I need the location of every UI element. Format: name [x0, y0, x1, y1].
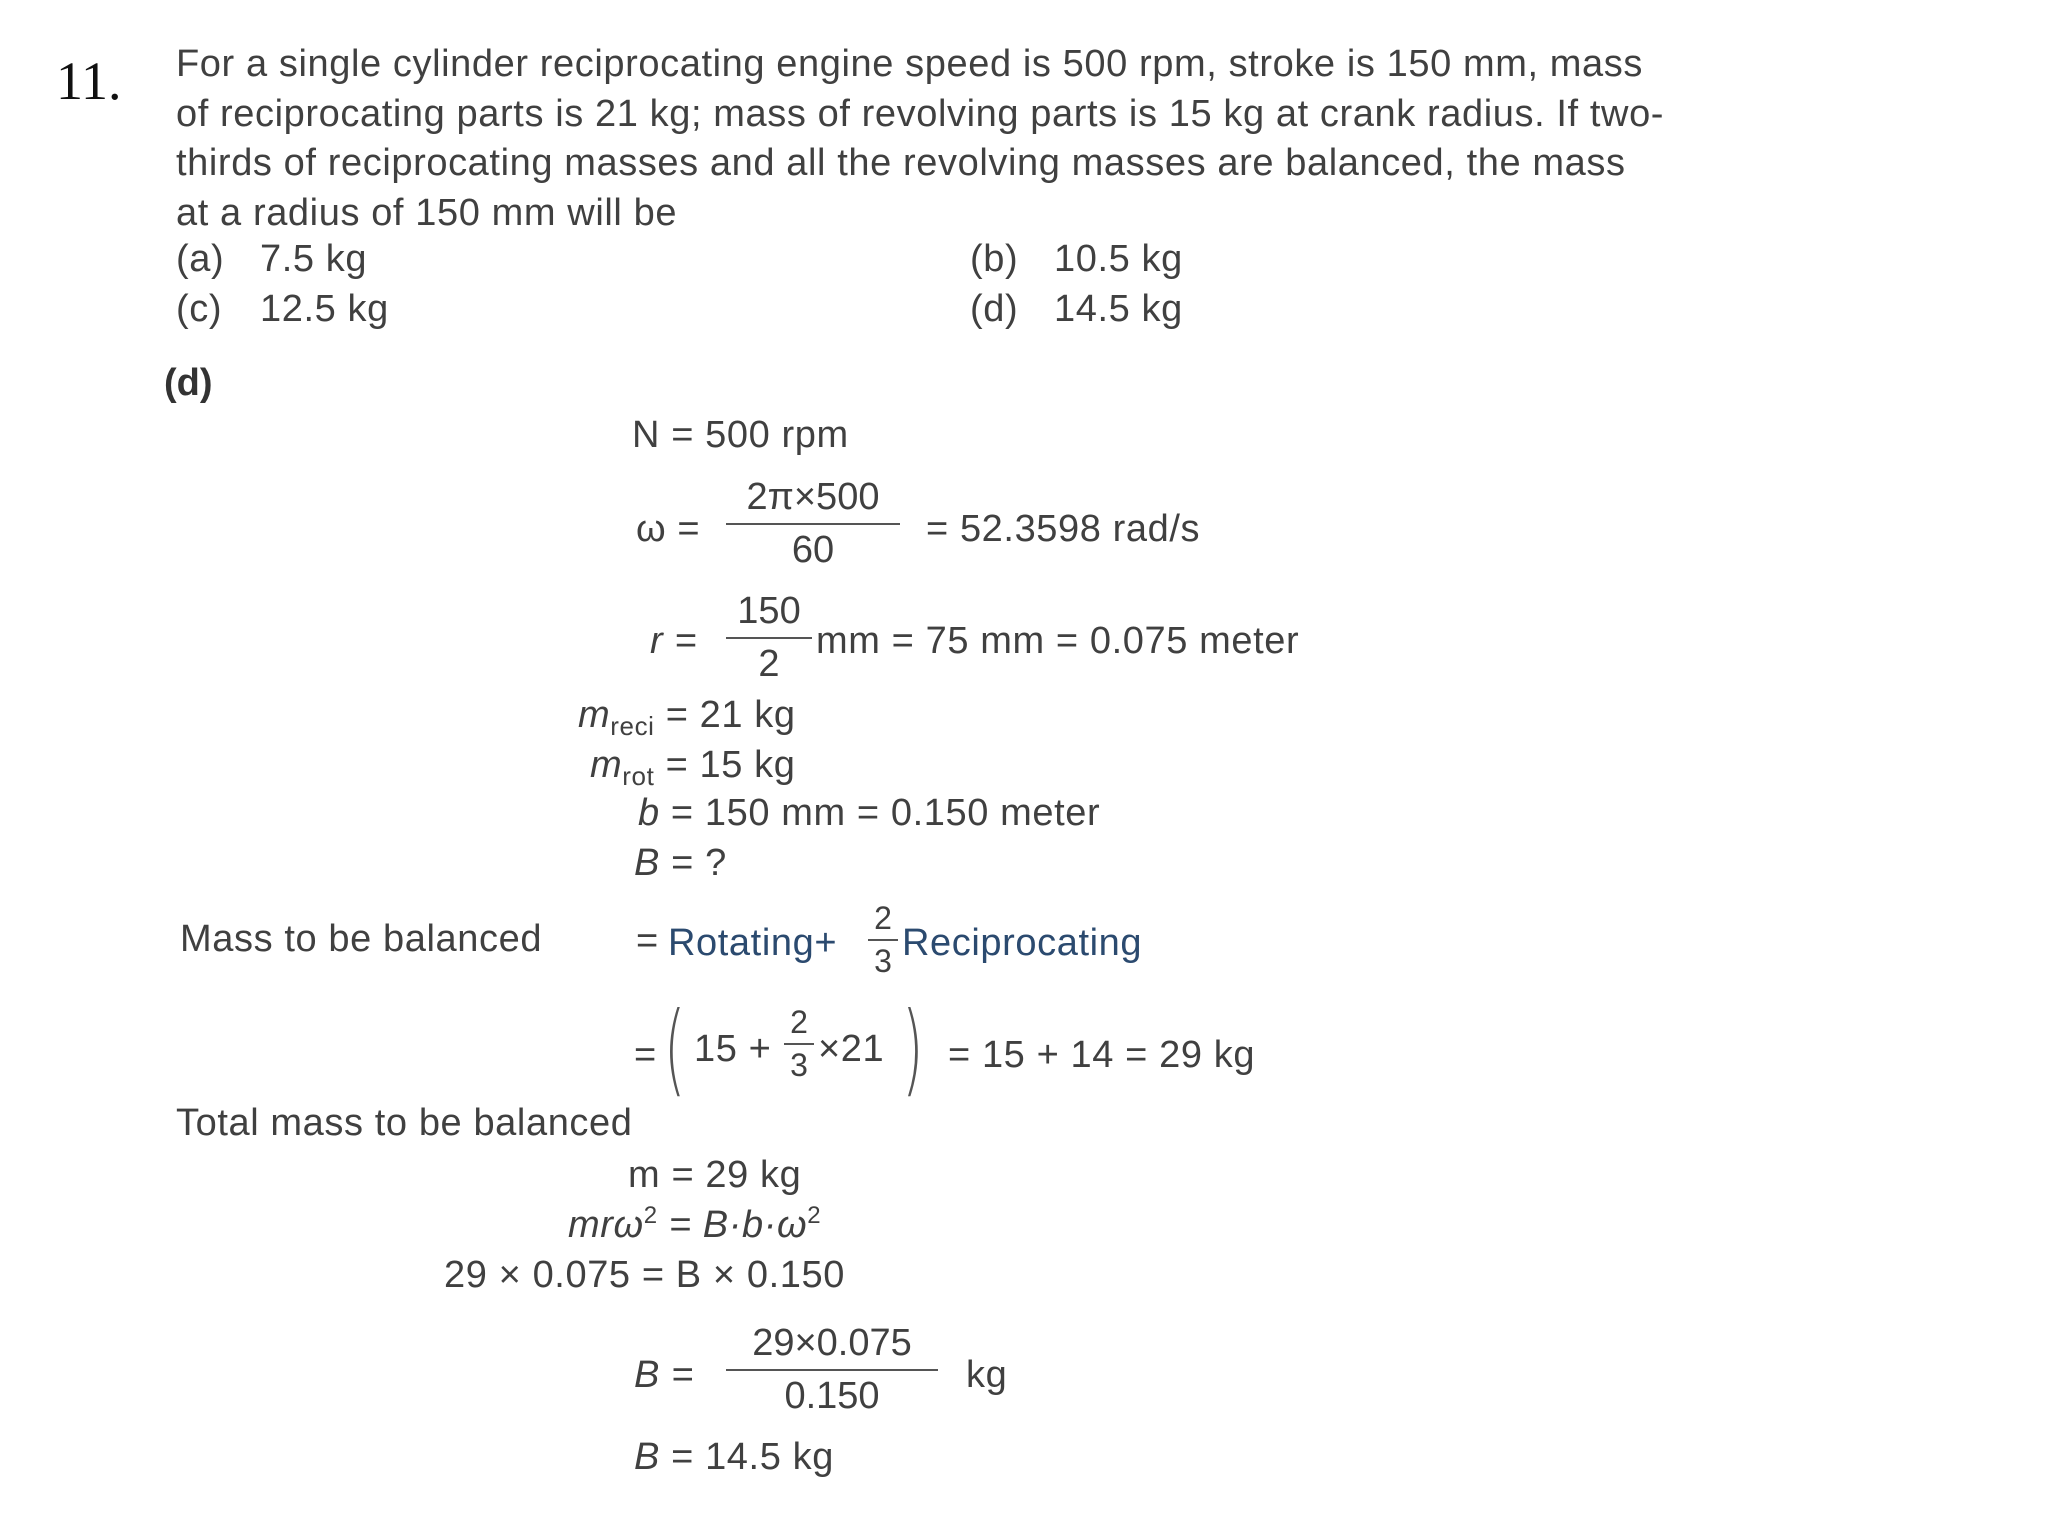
fraction-r: [726, 590, 812, 686]
option-b: [970, 238, 1183, 281]
answer-label: (d): [164, 362, 213, 404]
fraction-two-thirds: [868, 900, 898, 980]
option-a: [176, 238, 367, 281]
symbol-B: B: [634, 1436, 660, 1478]
mass-balanced-rotating: Rotating+: [668, 922, 838, 964]
left-paren-icon: (: [664, 990, 686, 1107]
symbol-b: b: [638, 792, 660, 834]
eq-r-lhs: r =: [650, 620, 698, 662]
option-text: 12.5 kg: [260, 288, 389, 330]
value-m-reci: = 21 kg: [665, 694, 796, 736]
eq-n: [632, 414, 849, 457]
fraction-numerator: 2: [790, 1004, 808, 1040]
question-line: thirds of reciprocating masses and all the revolving masses are balanced, the mass: [176, 142, 1626, 184]
option-text: 14.5 kg: [1054, 288, 1183, 330]
option-label: (a): [176, 238, 225, 280]
fraction-numerator: 2π×500: [746, 476, 880, 518]
fraction-bar: [726, 1369, 938, 1371]
fraction-denominator: 3: [790, 1047, 808, 1083]
question-line: at a radius of 150 mm will be: [176, 191, 678, 234]
eq-r-rhs: mm = 75 mm = 0.075 meter: [816, 620, 1300, 662]
mass-balanced-label: Mass to be balanced: [180, 918, 543, 960]
eq-b: [638, 792, 1100, 835]
option-label: (d): [970, 288, 1019, 330]
fraction-denominator: 2: [758, 643, 780, 685]
eq-omega-rhs: = 52.3598 rad/s: [926, 508, 1201, 550]
eq-m-total: [628, 1154, 801, 1197]
fraction-denominator: 0.150: [784, 1375, 880, 1417]
value-B-final: = 14.5 kg: [671, 1436, 834, 1478]
question-number: 11.: [56, 51, 122, 111]
eq-m-rot: [590, 744, 796, 792]
mass-balanced-reciprocating: Reciprocating: [902, 922, 1143, 964]
symbol-n: N: [632, 414, 661, 456]
value-n: = 500 rpm: [671, 414, 849, 456]
eq-mrw: [568, 1202, 821, 1247]
option-label: (c): [176, 288, 223, 330]
option-c: [176, 288, 389, 331]
symbol-m-total: m: [628, 1154, 661, 1196]
mass-balanced-equals: =: [636, 920, 659, 962]
symbol-m: m: [578, 694, 611, 736]
eq-B-unit: kg: [966, 1354, 1008, 1396]
fraction-B: [726, 1322, 938, 1418]
question-text: [176, 40, 1888, 238]
total-mass-label: Total mass to be balanced: [176, 1102, 633, 1144]
mass-calc-result: = 15 + 14 = 29 kg: [948, 1034, 1256, 1076]
eq-m-reci: [578, 694, 796, 742]
fraction-bar: [726, 523, 900, 525]
option-text: 7.5 kg: [260, 238, 368, 280]
question-line: of reciprocating parts is 21 kg; mass of revolving parts is 15 kg at crank radius. If two-: [176, 92, 1665, 135]
calc-lhs: 29 × 0.075: [444, 1254, 631, 1296]
subscript-reci: reci: [610, 711, 655, 741]
option-text: 10.5 kg: [1054, 238, 1183, 280]
eq-B-unknown: [634, 842, 727, 885]
fraction-bar: [868, 939, 898, 941]
eq-B-frac-lhs: B =: [634, 1354, 694, 1396]
eq-calc: [444, 1254, 845, 1297]
eq-B-final: [634, 1436, 834, 1479]
fraction-numerator: 150: [737, 590, 801, 632]
fraction-denominator: 60: [791, 529, 835, 571]
fraction-denominator: 3: [874, 943, 892, 979]
mass-calc-right: ×21: [818, 1028, 885, 1070]
fraction-two-thirds-calc: [784, 1004, 814, 1084]
fraction-bar: [784, 1043, 814, 1045]
symbol-mrw: mrω: [568, 1204, 644, 1246]
fraction-numerator: 29×0.075: [752, 1322, 912, 1364]
symbol-B: B: [634, 842, 660, 884]
mass-calc-left: 15 +: [694, 1028, 772, 1070]
value-B-unknown: = ?: [671, 842, 727, 884]
question-line: For a single cylinder reciprocating engine speed is 500 rpm, stroke is 150 mm, mass: [176, 43, 1643, 85]
mass-calc-equals: =: [634, 1034, 657, 1076]
fraction-numerator: 2: [874, 900, 892, 936]
calc-rhs: = B × 0.150: [641, 1254, 845, 1296]
fraction-bar: [726, 637, 812, 639]
value-mrw: = B·b·ω: [668, 1204, 808, 1246]
superscript: 2: [643, 1202, 658, 1229]
right-paren-icon: ): [902, 990, 924, 1107]
option-d: [970, 288, 1183, 331]
value-m-total: = 29 kg: [671, 1154, 802, 1196]
superscript: 2: [807, 1202, 822, 1229]
value-b: = 150 mm = 0.150 meter: [670, 792, 1101, 834]
value-m-rot: = 15 kg: [665, 744, 796, 786]
symbol-m: m: [590, 744, 623, 786]
eq-omega-lhs: ω =: [636, 508, 701, 550]
subscript-rot: rot: [622, 761, 655, 791]
option-label: (b): [970, 238, 1019, 280]
fraction-omega: [726, 476, 900, 572]
